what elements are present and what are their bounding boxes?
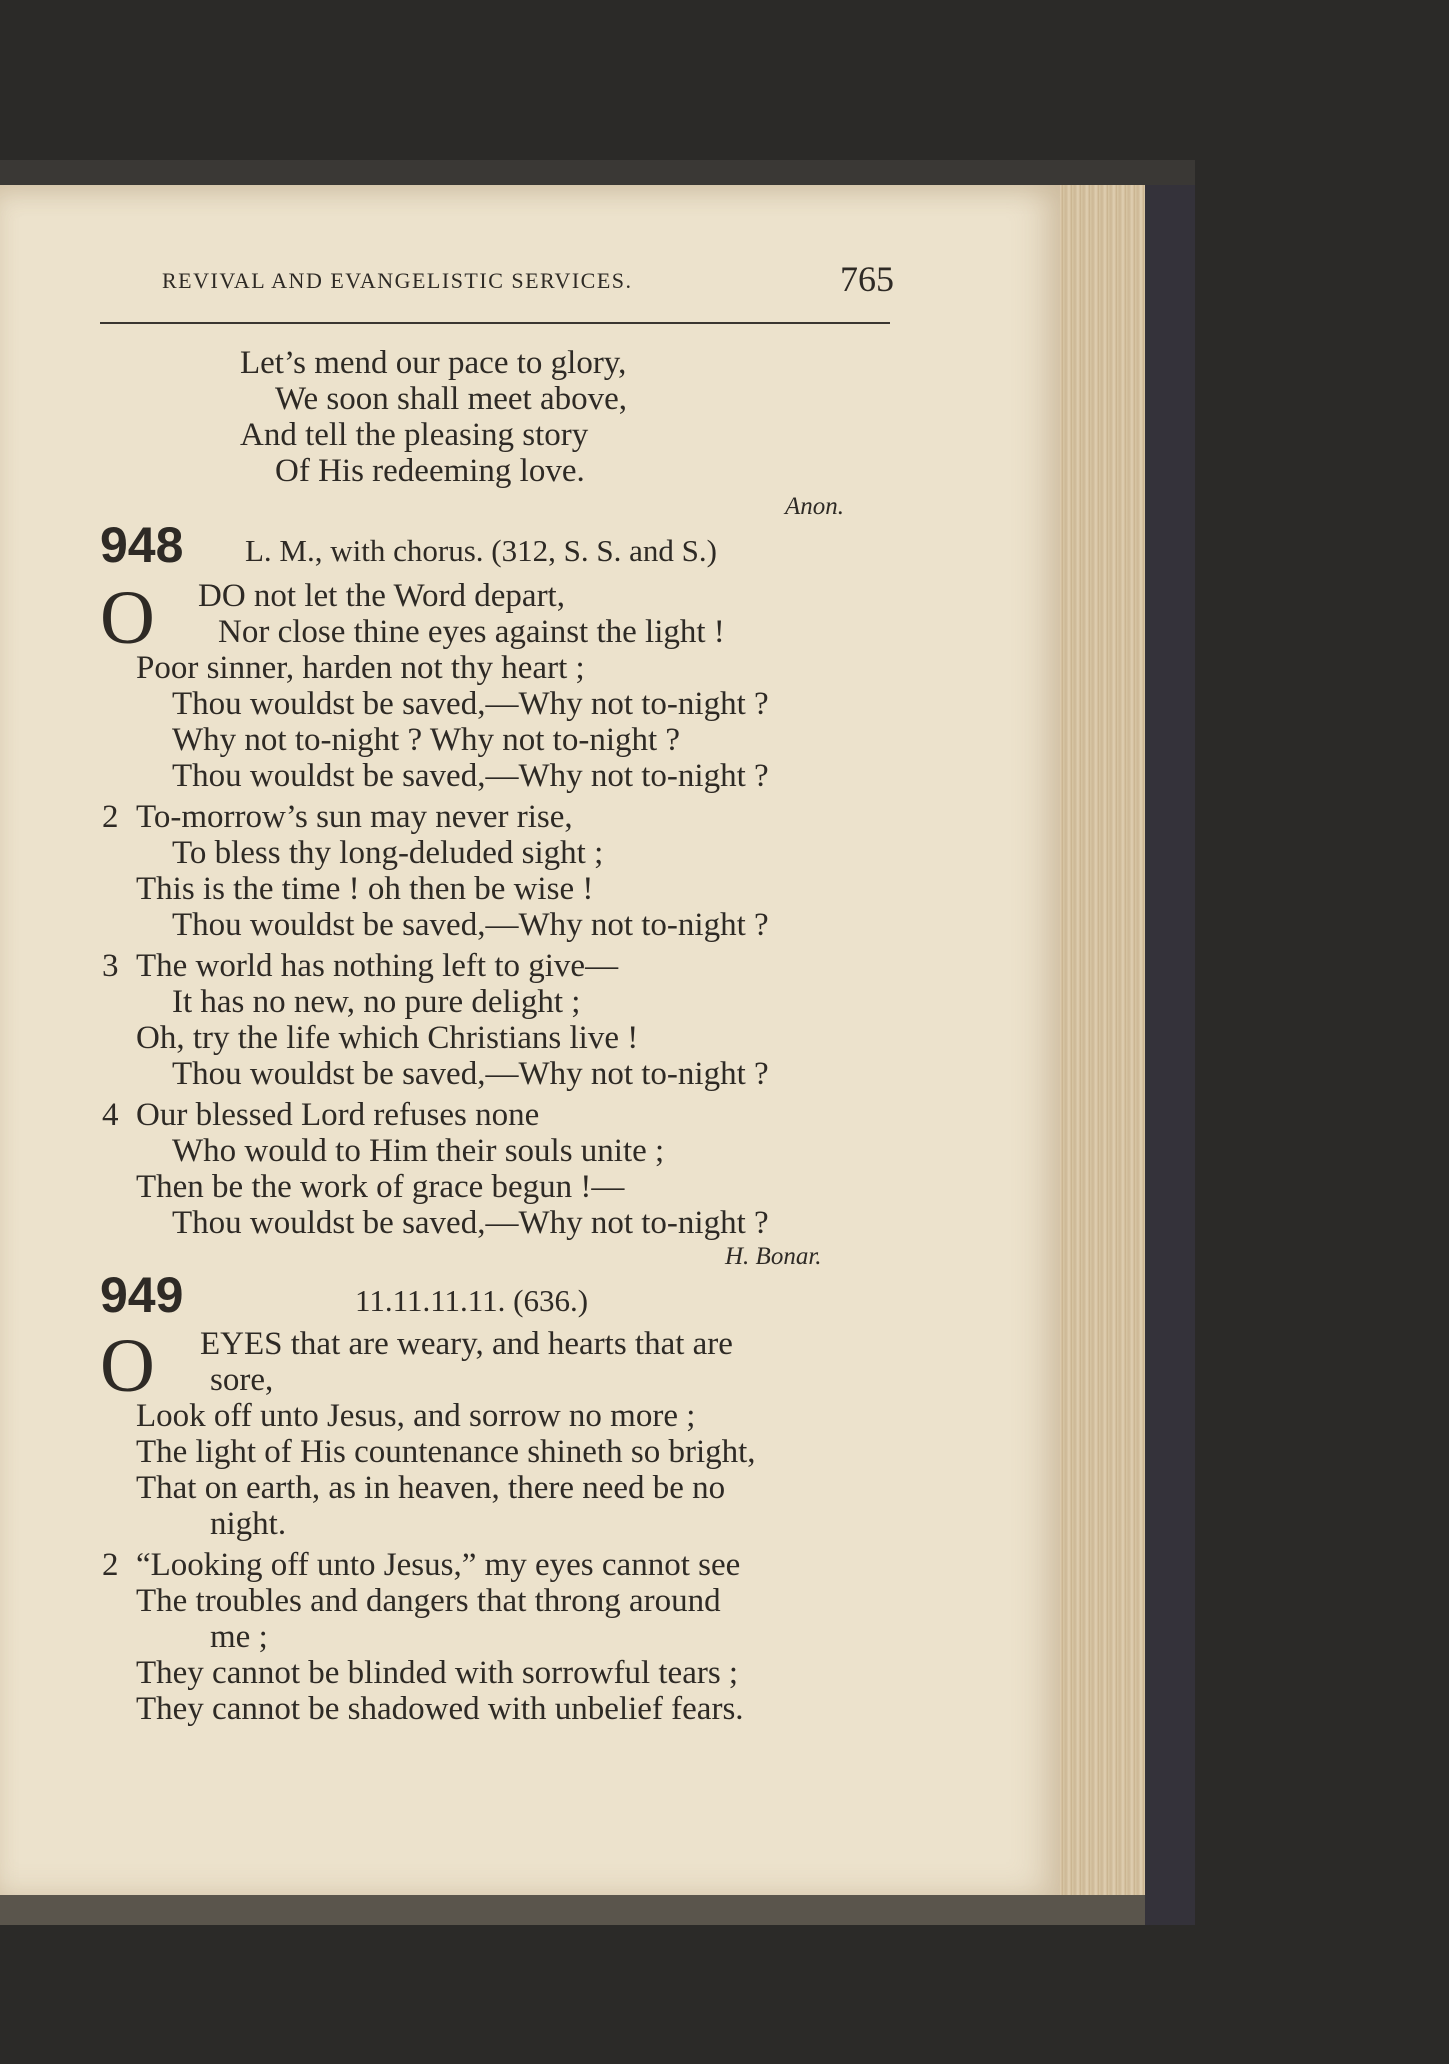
- hymn-number-948: 948: [100, 517, 184, 573]
- hymn-948-line: Who would to Him their souls unite ;: [172, 1133, 665, 1169]
- prev-line: And tell the pleasing story: [240, 417, 589, 453]
- hymn-948-line: Then be the work of grace begun !—: [136, 1169, 625, 1205]
- hymn-948-author: H. Bonar.: [725, 1243, 822, 1270]
- hymn-949-line: sore,: [210, 1362, 274, 1398]
- hymn-948-line: DO not let the Word depart,: [198, 578, 565, 614]
- hymn-949-line: The light of His countenance shineth so bright,: [136, 1434, 756, 1470]
- hymn-949-line: EYES that are weary, and hearts that are: [200, 1326, 733, 1362]
- hymn-948-line: Poor sinner, harden not thy heart ;: [136, 650, 585, 686]
- verse-number: 2: [102, 799, 119, 835]
- hymn-949-line: Look off unto Jesus, and sorrow no more ;: [136, 1398, 696, 1434]
- hymn-948-line: Thou wouldst be saved,—Why not to-night ?: [172, 1205, 769, 1241]
- hymn-948-line: To-morrow’s sun may never rise,: [136, 799, 573, 835]
- verse-number: 4: [102, 1097, 119, 1133]
- hymn-949-line: They cannot be shadowed with unbelief fears.: [136, 1691, 744, 1727]
- hymn-948-line: Our blessed Lord refuses none: [136, 1097, 540, 1133]
- verse-number: 2: [102, 1547, 119, 1583]
- hymn-948-line: Oh, try the life which Christians live !: [136, 1020, 639, 1056]
- hymn-949-line: “Looking off unto Jesus,” my eyes cannot see: [136, 1547, 741, 1583]
- drop-cap: O: [100, 1324, 155, 1408]
- hymn-948-line: This is the time ! oh then be wise !: [136, 871, 594, 907]
- prev-author: Anon.: [785, 493, 845, 520]
- hymn-948-line: To bless thy long-deluded sight ;: [172, 835, 604, 871]
- page-content: [0, 185, 1060, 1895]
- hymn-949-line: The troubles and dangers that throng around: [136, 1583, 721, 1619]
- running-title: REVIVAL AND EVANGELISTIC SERVICES.: [162, 268, 633, 293]
- page-number: 765: [840, 259, 894, 299]
- hymn-949-line: night.: [210, 1506, 287, 1542]
- hymn-949-meter: 11.11.11.11. (636.): [355, 1283, 589, 1318]
- book-cover-right: [1140, 185, 1195, 1925]
- prev-line: Let’s mend our pace to glory,: [240, 345, 627, 381]
- header-rule: [100, 322, 890, 324]
- hymn-948-line: The world has nothing left to give—: [136, 948, 619, 984]
- hymn-948-line: Thou wouldst be saved,—Why not to-night ?: [172, 907, 769, 943]
- hymn-948-line: Thou wouldst be saved,—Why not to-night ?: [172, 758, 769, 794]
- hymn-948-line: Why not to-night ? Why not to-night ?: [172, 722, 681, 758]
- drop-cap: O: [100, 576, 155, 660]
- hymn-948-line: Thou wouldst be saved,—Why not to-night ?: [172, 686, 769, 722]
- hymn-948-line: Thou wouldst be saved,—Why not to-night ?: [172, 1056, 769, 1092]
- hymn-949-line: That on earth, as in heaven, there need be no: [136, 1470, 726, 1506]
- hymn-number-949: 949: [100, 1267, 184, 1323]
- book-page: [0, 185, 1060, 1895]
- prev-line: Of His redeeming love.: [275, 453, 585, 489]
- prev-line: We soon shall meet above,: [275, 381, 627, 417]
- hymn-948-meter: L. M., with chorus. (312, S. S. and S.): [245, 533, 717, 568]
- hymn-948-line: Nor close thine eyes against the light !: [218, 614, 725, 650]
- book-cover-bottom: [0, 1895, 1145, 1925]
- hymn-949-line: me ;: [210, 1619, 268, 1655]
- hymn-948-line: It has no new, no pure delight ;: [172, 984, 581, 1020]
- verse-number: 3: [102, 948, 119, 984]
- hymn-949-line: They cannot be blinded with sorrowful tears ;: [136, 1655, 739, 1691]
- page-edges: [1045, 185, 1145, 1925]
